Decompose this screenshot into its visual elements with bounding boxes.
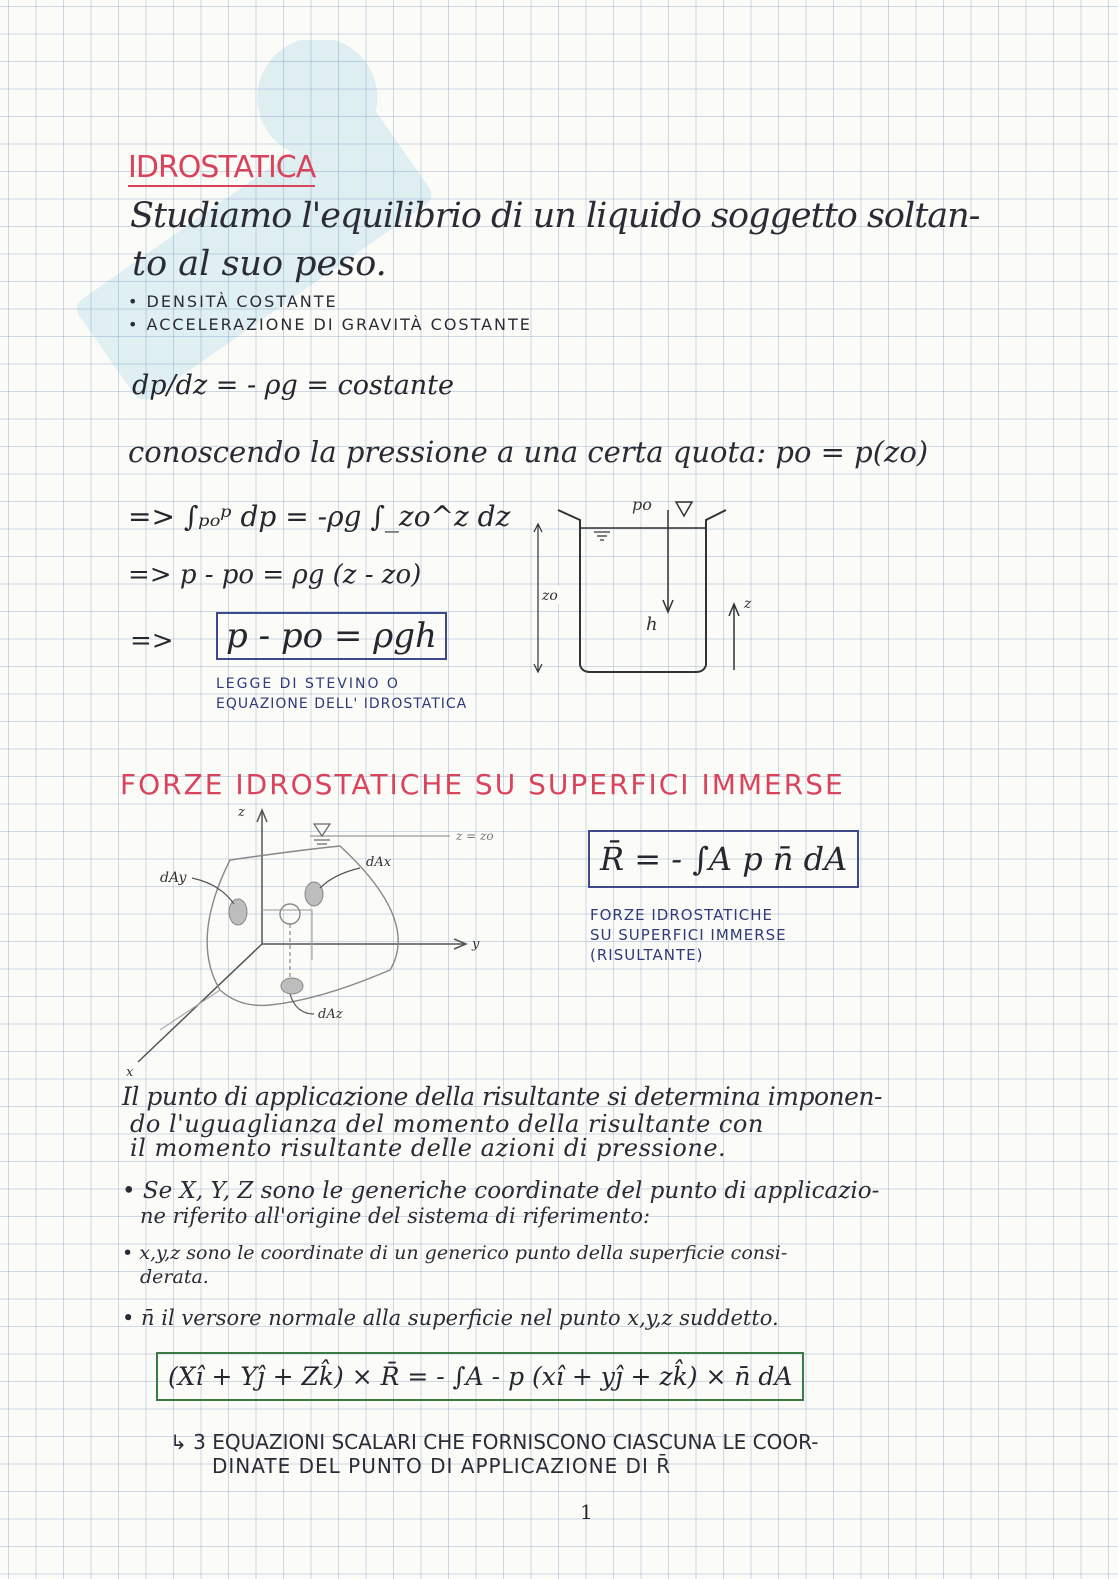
bullet-2-line-1: • x,y,z sono le coordinate di un generico punto della superficie consi- xyxy=(122,1242,788,1264)
bullet-2-line-2: derata. xyxy=(140,1266,209,1288)
axis-x-label: x xyxy=(126,1065,134,1080)
equation-stevino-boxed: p - po = ρgh xyxy=(216,612,447,660)
bullet-1-line-2: ne riferito all'origine del sistema di riferimento: xyxy=(140,1204,651,1228)
tank-label-h: h xyxy=(646,614,658,635)
label-dAy: dAy xyxy=(160,870,187,886)
conclusion-line-2: DINATE DEL PUNTO DI APPLICAZIONE DI R̄ xyxy=(212,1454,672,1478)
knowing-pressure-line: conoscendo la pressione a una certa quota: po = p(zo) xyxy=(128,435,929,469)
section-title-forces: FORZE IDROSTATICHE SU SUPERFICI IMMERSE xyxy=(120,768,845,801)
free-surface-symbol-right xyxy=(676,502,692,516)
bullet-3: • n̄ il versore normale alla superficie nel punto x,y,z suddetto. xyxy=(122,1306,779,1330)
assumption-gravity: • ACCELERAZIONE DI GRAVITÀ COSTANTE xyxy=(128,315,532,334)
free-surface-plane-symbol xyxy=(314,824,330,844)
resultant-caption-1: FORZE IDROSTATICHE xyxy=(590,906,774,924)
page-title: IDROSTATICA xyxy=(128,150,316,185)
leader-dAx xyxy=(320,868,360,888)
equation-dp-dz: dp/dz = - ρg = costante xyxy=(132,370,455,401)
tank-label-z: z xyxy=(744,596,752,612)
equation-arrow: => xyxy=(130,626,174,656)
resultant-caption-2: SU SUPERFICI IMMERSE xyxy=(590,926,787,944)
equation-integral: => ∫ₚₒᵖ dp = -ρg ∫_zo^z dz xyxy=(128,500,511,533)
equation-moment-boxed: (Xî + Yĵ + Zk̂) × R̄ = - ∫A - p (xî + yĵ + zk̂) × n̄ dA xyxy=(156,1352,804,1401)
intro-line-2: to al suo peso. xyxy=(132,244,387,284)
axis-y-label: y xyxy=(472,937,480,952)
conclusion-line-1: ↳ 3 EQUAZIONI SCALARI CHE FORNISCONO CIASCUNA LE COOR- xyxy=(170,1430,819,1454)
surface-projection-lines xyxy=(160,910,312,1030)
stevino-caption-1: LEGGE DI STEVINO O xyxy=(216,676,400,692)
label-dAx: dAx xyxy=(366,855,392,870)
equation-resultant-boxed: R̄ = - ∫A p n̄ dA xyxy=(588,830,859,888)
tank-outline xyxy=(558,510,726,672)
equation-pressure-difference: => p - po = ρg (z - zo) xyxy=(128,560,422,590)
free-surface-symbol-left xyxy=(594,532,610,540)
area-element-dAx xyxy=(305,882,323,906)
axis-z-label: z xyxy=(238,805,245,820)
assumption-density: • DENSITÀ COSTANTE xyxy=(128,292,338,311)
immersed-surface-diagram xyxy=(120,800,510,1080)
label-dAz: dAz xyxy=(318,1007,343,1022)
area-element-center xyxy=(280,904,300,924)
stevino-caption-2: EQUAZIONE DELL' IDROSTATICA xyxy=(216,696,468,712)
area-element-dAy xyxy=(229,899,247,925)
application-text-2: do l'uguaglianza del momento della risultante con xyxy=(130,1110,764,1138)
free-surface-plane-label: z = zo xyxy=(456,829,494,843)
bullet-1-line-1: • Se X, Y, Z sono le generiche coordinate del punto di applicazio- xyxy=(122,1178,880,1204)
tank-diagram xyxy=(520,490,760,690)
tank-label-zo: zo xyxy=(542,588,558,604)
resultant-caption-3: (RISULTANTE) xyxy=(590,946,704,964)
application-text-3: il momento risultante delle azioni di pressione. xyxy=(130,1134,727,1162)
intro-line-1: Studiamo l'equilibrio di un liquido soggetto soltan- xyxy=(130,196,980,236)
page-number: 1 xyxy=(580,1500,593,1524)
area-element-dAz xyxy=(281,978,303,994)
application-text-1: Il punto di applicazione della risultante si determina imponen- xyxy=(122,1082,882,1111)
leader-dAy xyxy=(192,878,234,904)
tank-label-po: po xyxy=(632,495,652,514)
